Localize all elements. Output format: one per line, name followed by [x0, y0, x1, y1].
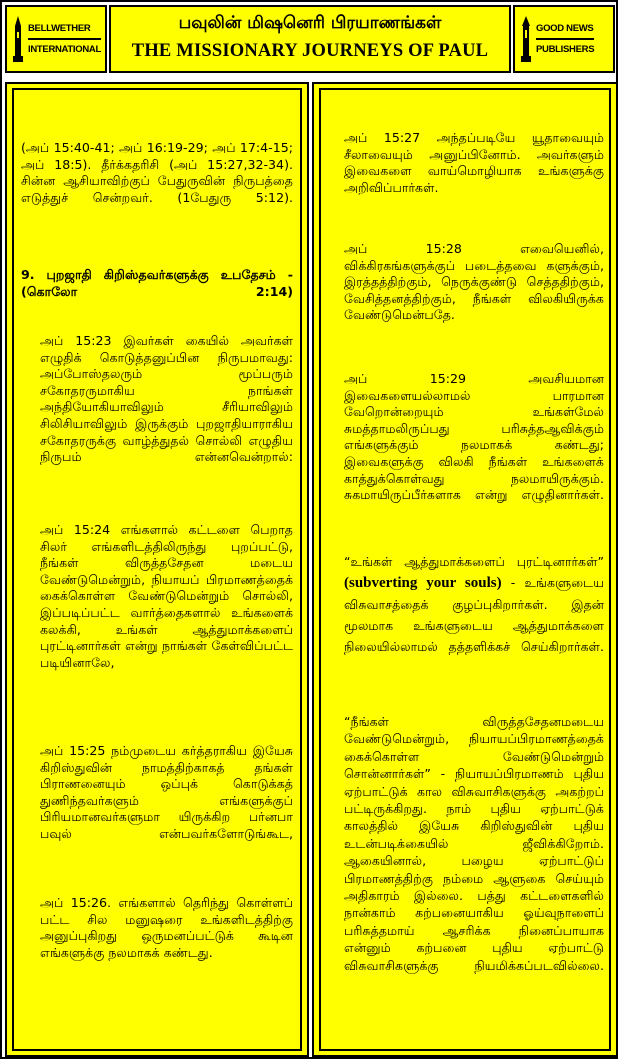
- right-column-inner-border: [319, 88, 611, 1051]
- good-news-publishers-logo: [513, 5, 615, 73]
- left-column-inner-border: [12, 88, 302, 1051]
- bellwether-logo: [5, 5, 107, 73]
- logo-line-2: PUBLISHERS: [536, 44, 595, 55]
- right-column: [312, 82, 618, 1057]
- verse-acts-15-27: அப் 15:27 அந்தப்படியே யூதாவையும் சீலாவையும் அனுப்பினோம். அவர்களும் இவைகளை வாய்மொழியாக உங்களுக்கு அறிவிப்பார்கள்.: [344, 130, 604, 195]
- intro-paragraph: (அப் 15:40-41; அப் 16:19-29; அப் 17:4-15; அப் 18:5). தீர்க்கதரிசி (அப் 15:27,32-34). சின்ன ஆசியாவிற்குப் பேதுருவின் நிருபத்தை எடுத்துச் சென்றவர். (1பேதுரு 5:12).: [21, 140, 293, 205]
- section-heading: 9. புறஜாதி கிறிஸ்தவர்களுக்கு உபதேசம் - (கொலோ 2:14): [21, 267, 293, 299]
- verse-acts-15-28: அப் 15:28 எவையெனில், விக்கிரகங்களுக்குப் படைத்தவை களுக்கும், இரத்தத்திற்கும், நெருக்குண்டு செத்ததிற்கும், வேசித்தனத்திற்கும், நீங்கள் விலகியிருக்க வேண்டுமென்பதே.: [344, 241, 604, 323]
- title-english: THE MISSIONARY JOURNEYS OF PAUL: [131, 41, 489, 61]
- verse-acts-15-26: அப் 15:26. எங்களால் தெரிந்து கொள்ளப் பட்ட சில மனுஷரை உங்களிடத்திற்கு அனுப்புகிறது ஒருமனப்பட்டுக் கூடின எங்களுக்கு நலமாகக் கண்டது.: [40, 895, 293, 960]
- subverting-explanation: - உங்களுடைய விசுவாசத்தைக் குழப்புகிறார்கள். இதன் மூலமாக உங்களுடைய ஆத்துமாக்களை நிலையில்லாமல் தத்தளிக்கச் செய்கிறார்கள்.: [344, 575, 604, 654]
- verse-acts-15-24: அப் 15:24 எங்களால் கட்டளை பெறாத சிலர் எங்களிடத்திலிருந்து புறப்பட்டு, நீங்கள் விருத்தசேதன மடைய வேண்டுமென்றும், நியாயப் பிரமாணத்தைக் கைக்கொள்ள வேண்டுமென்றும் சொல்லி, இப்படிப்பட்ட வார்த்தைகளால் உங்களைக் கலக்கி, உங்கள் ஆத்துமாக்களைப் புரட்டினார்கள் என்று நாங்கள் கேள்விப்பட்ட படியினாலே,: [40, 522, 293, 670]
- subverting-quote: “உங்கள் ஆத்துமாக்களைப் புரட்டினார்கள்”: [344, 554, 604, 569]
- logo-line-1: BELLWETHER: [28, 19, 101, 40]
- header: [2, 2, 616, 75]
- verse-acts-15-25: அப் 15:25 நம்முடைய கர்த்தராகிய இயேசு கிறிஸ்துவின் நாமத்திற்காகத் தங்கள் பிராணனையும் ஒப்புக் கொடுக்கத் துணிந்தவர்களும் எங்களுக்குப் பிரியமானவர்களுமா யிருக்கிற பர்னபா பவுல் என்பவர்களோடுங்கூட,: [40, 743, 293, 841]
- subverting-paragraph: [344, 551, 604, 657]
- subverting-english: (subverting your souls): [344, 575, 502, 591]
- closing-paragraph: “நீங்கள் விருத்தசேதனமடைய வேண்டுமென்றும், நியாயப்பிரமாணத்தைக் கைக்கொள்ள வேண்டுமென்றும் சொன்னார்கள்” - நியாயப்பிரமாணம் புதிய ஏற்பாட்டுக் கால விசுவாசிகளுக்கு அகற்றப் பட்டிருக்கிறது. நாம் புதிய ஏற்பாட்டுக் காலத்தில் இயேசு கிறிஸ்துவின் புதிய உடன்படிக்கையில் ஜீவிக்கிறோம். ஆகையினால், பழைய ஏற்பாட்டுப் பிரமாணத்திற்கு நம்மை ஆளுகை செய்யும் அதிகாரம் இல்லை. பத்து கட்டளைகளில் நான்காம் கற்பனையாகிய ஓய்வுநாளைப் பரிசுத்தமாய் ஆசரிக்க நினைப்பாயாக என்னும் கற்பனை புதிய ஏற்பாட்டு விசுவாசிகளுக்கு நியமிக்கப்படவில்லை.: [344, 714, 604, 973]
- verse-acts-15-29: அப் 15:29 அவசியமான இவைகளையல்லாமல் பாரமான வேறொன்றையும் உங்கள்மேல் சுமத்தாமலிருப்பது பரிசுத்தஆவிக்கும் எங்களுக்கும் நலமாகக் கண்டது; இவைகளுக்கு விலகி நீங்கள் உங்களைக் காத்துக்கொள்வது நலமாயிருக்கும். சுகமாயிருப்பீர்களாக என்று எழுதினார்கள்.: [344, 371, 604, 503]
- logo-line-1: GOOD NEWS: [536, 19, 594, 40]
- bell-tower-icon: [11, 16, 25, 62]
- title-banner: [109, 5, 511, 73]
- verse-acts-15-23: அப் 15:23 இவர்கள் கையில் அவர்கள் எழுதிக் கொடுத்தனுப்பின நிருபமாவது: அப்போஸ்தலரும் மூப்பரும் சகோதரருமாகிய நாங்கள் அந்தியோகியாவிலும் சீரியாவிலும் சிலிசியாவிலும் இருக்கும் புறஜாதியாராகிய சகோதரருக்கு வாழ்த்துதல் சொல்லி எழுதிய நிருபம் என்னவென்றால்:: [40, 333, 293, 465]
- title-tamil: பவுலின் மிஷனெரி பிரயாணங்கள்: [178, 13, 442, 33]
- torch-icon: [519, 16, 533, 62]
- left-column: [5, 82, 309, 1057]
- logo-line-2: INTERNATIONAL: [28, 44, 101, 55]
